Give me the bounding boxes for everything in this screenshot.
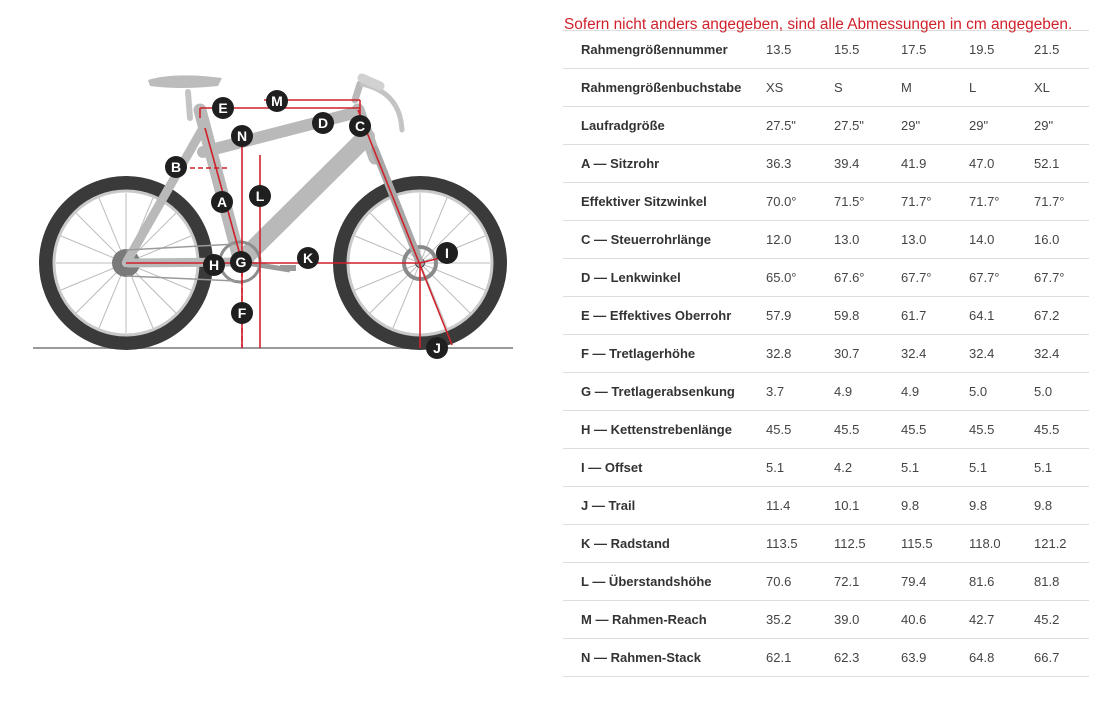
cell-value: 67.7° [969,259,1034,297]
units-note: Sofern nicht anders angegeben, sind alle Abmessungen in cm angegeben. [564,16,1073,33]
cell-value: 41.9 [901,145,969,183]
marker-n [231,125,253,147]
marker-l [249,185,271,207]
table-row [563,639,1089,677]
cell-value: 39.0 [834,601,901,639]
cell-value: 66.7 [1034,639,1089,677]
row-label: D — Lenkwinkel [563,259,766,297]
cell-value: 17.5 [901,31,969,69]
cell-value: 113.5 [766,525,834,563]
cell-value: 115.5 [901,525,969,563]
row-label: K — Radstand [563,525,766,563]
cell-value: 65.0° [766,259,834,297]
cell-value: 9.8 [901,487,969,525]
cell-value: 112.5 [834,525,901,563]
table-row [563,69,1089,107]
marker-f [231,302,253,324]
table-row [563,487,1089,525]
svg-text:C: C [354,118,366,134]
table-row [563,221,1089,259]
marker-k [297,247,319,269]
table-row [563,449,1089,487]
table-row [563,335,1089,373]
cell-value: 4.9 [901,373,969,411]
marker-b [165,156,187,178]
cell-value: 45.5 [1034,411,1089,449]
table-row [563,411,1089,449]
row-label: Rahmengrößenbuchstabe [563,69,766,107]
cell-value: 62.3 [834,639,901,677]
table-row [563,525,1089,563]
svg-text:A: A [216,194,228,210]
svg-text:F: F [237,305,247,321]
cell-value: 45.2 [1034,601,1089,639]
cell-value: 16.0 [1034,221,1089,259]
cell-value: 9.8 [1034,487,1089,525]
table-row [563,31,1089,69]
marker-h [203,254,225,276]
cell-value: 67.7° [901,259,969,297]
cell-value: 121.2 [1034,525,1089,563]
table-row [563,297,1089,335]
row-label: H — Kettenstrebenlänge [563,411,766,449]
svg-text:G: G [235,254,247,270]
cell-value: 13.5 [766,31,834,69]
cell-value: 59.8 [834,297,901,335]
cell-value: 71.7° [1034,183,1089,221]
cell-value: 45.5 [834,411,901,449]
marker-g [230,251,252,273]
table-row [563,601,1089,639]
svg-text:K: K [302,250,314,266]
cell-value: 70.0° [766,183,834,221]
cell-value: 67.6° [834,259,901,297]
cell-value: 62.1 [766,639,834,677]
svg-text:B: B [170,159,182,175]
cell-value: 71.7° [901,183,969,221]
cell-value: 64.8 [969,639,1034,677]
cell-value: 9.8 [969,487,1034,525]
svg-text:L: L [255,188,265,204]
cell-value: 15.5 [834,31,901,69]
cell-value: 4.9 [834,373,901,411]
geometry-table [563,30,1089,677]
svg-text:I: I [445,245,449,261]
table-row [563,563,1089,601]
table-row [563,373,1089,411]
cell-value: 45.5 [766,411,834,449]
cell-value: 118.0 [969,525,1034,563]
geometry-panel [563,0,1089,677]
cell-value: 45.5 [901,411,969,449]
marker-e [212,97,234,119]
marker-i [436,242,458,264]
cell-value: 29" [1034,107,1089,145]
marker-c [349,115,371,137]
cell-value: 5.1 [766,449,834,487]
cell-value: 42.7 [969,601,1034,639]
cell-value: 29" [901,107,969,145]
cell-value: 40.6 [901,601,969,639]
row-label: Rahmengrößennummer [563,31,766,69]
marker-d [312,112,334,134]
saddle [148,75,222,88]
cell-value: 81.8 [1034,563,1089,601]
row-label: I — Offset [563,449,766,487]
cell-value: 71.5° [834,183,901,221]
cell-value: 29" [969,107,1034,145]
cell-value: 11.4 [766,487,834,525]
row-label: Effektiver Sitzwinkel [563,183,766,221]
cell-value: 14.0 [969,221,1034,259]
cell-value: 5.1 [901,449,969,487]
svg-text:N: N [236,128,248,144]
row-label: F — Tretlagerhöhe [563,335,766,373]
cell-value: 63.9 [901,639,969,677]
cell-value: 5.1 [1034,449,1089,487]
cell-value: 71.7° [969,183,1034,221]
cell-value: 70.6 [766,563,834,601]
cell-value: 67.2 [1034,297,1089,335]
cell-value: 52.1 [1034,145,1089,183]
cell-value: 13.0 [901,221,969,259]
cell-value: 72.1 [834,563,901,601]
row-label: G — Tretlagerabsenkung [563,373,766,411]
cell-value: 32.4 [969,335,1034,373]
cell-value: 35.2 [766,601,834,639]
marker-a [211,191,233,213]
cell-value: 47.0 [969,145,1034,183]
row-label: M — Rahmen-Reach [563,601,766,639]
cell-value: L [969,69,1034,107]
table-row [563,259,1089,297]
cell-value: 5.0 [1034,373,1089,411]
cell-value: 45.5 [969,411,1034,449]
cell-value: 13.0 [834,221,901,259]
row-label: N — Rahmen-Stack [563,639,766,677]
row-label: J — Trail [563,487,766,525]
cell-value: 39.4 [834,145,901,183]
row-label: L — Überstandshöhe [563,563,766,601]
svg-text:J: J [433,340,441,356]
svg-text:M: M [271,93,283,109]
cell-value: 64.1 [969,297,1034,335]
cell-value: 5.1 [969,449,1034,487]
cell-value: 36.3 [766,145,834,183]
cell-value: XL [1034,69,1089,107]
cell-value: 4.2 [834,449,901,487]
row-label: Laufradgröße [563,107,766,145]
svg-text:D: D [317,115,329,131]
cell-value: 27.5" [766,107,834,145]
cell-value: S [834,69,901,107]
marker-m [266,90,288,112]
table-row [563,107,1089,145]
cell-value: 32.4 [901,335,969,373]
row-label: C — Steuerrohrlänge [563,221,766,259]
cell-value: M [901,69,969,107]
cell-value: 32.8 [766,335,834,373]
marker-j [426,337,448,359]
cell-value: 19.5 [969,31,1034,69]
cell-value: 79.4 [901,563,969,601]
cell-value: 10.1 [834,487,901,525]
row-label: E — Effektives Oberrohr [563,297,766,335]
cell-value: 61.7 [901,297,969,335]
cell-value: 27.5" [834,107,901,145]
row-label: A — Sitzrohr [563,145,766,183]
cell-value: 32.4 [1034,335,1089,373]
svg-text:E: E [218,100,228,116]
cell-value: 21.5 [1034,31,1089,69]
cell-value: 81.6 [969,563,1034,601]
cell-value: 30.7 [834,335,901,373]
table-row [563,145,1089,183]
cell-value: 5.0 [969,373,1034,411]
svg-text:H: H [208,257,220,273]
cell-value: 57.9 [766,297,834,335]
cell-value: XS [766,69,834,107]
cell-value: 67.7° [1034,259,1089,297]
cell-value: 3.7 [766,373,834,411]
table-row [563,183,1089,221]
cell-value: 12.0 [766,221,834,259]
